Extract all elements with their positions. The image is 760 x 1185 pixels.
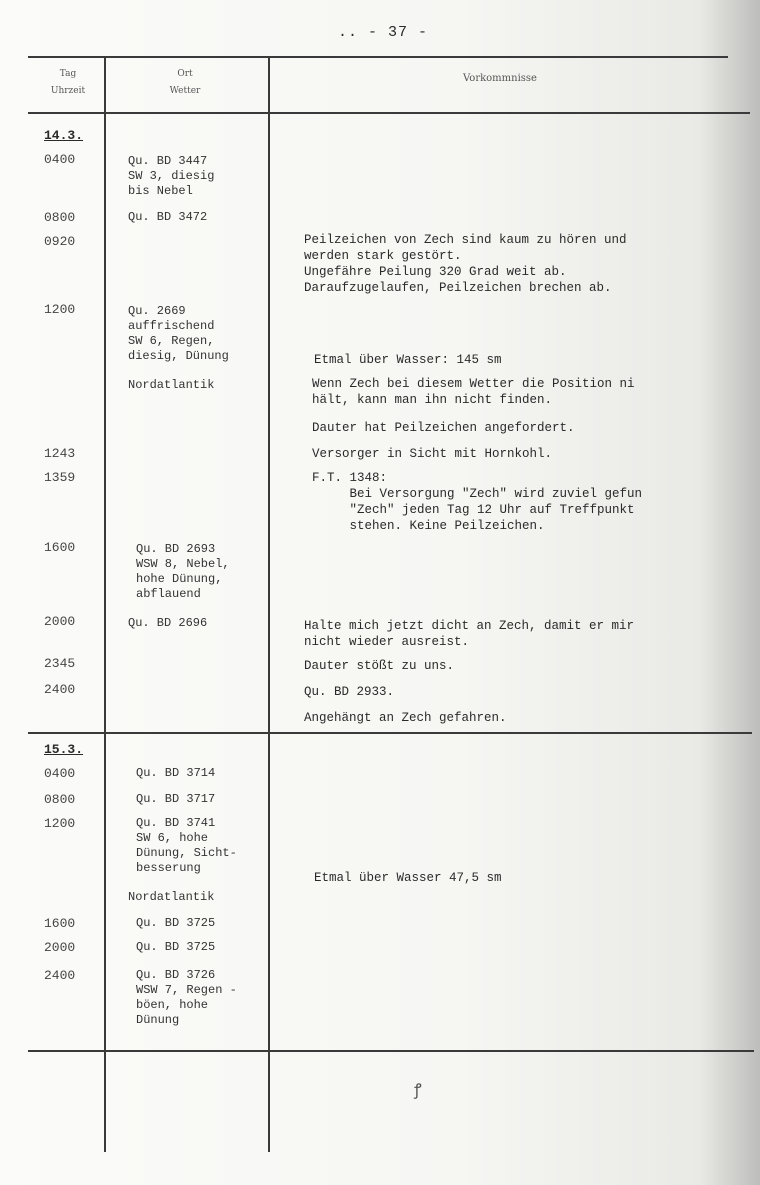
time-entry: 0920 [44,234,76,249]
time-entry: 0800 [44,210,76,225]
time-entry: 1359 [44,470,76,485]
time-entry: 0400 [44,152,76,167]
header-col-place [150,66,220,100]
page-number: .. - 37 - [338,24,429,41]
weather-entry: Qu. BD 3741 SW 6, hohe Dünung, Sicht- besserung [136,816,237,875]
date-day2: 15.3. [44,742,84,757]
weather-entry: Qu. 2669 auffrischend SW 6, Regen, diesig, Dünung [128,304,229,363]
header-col-time-line1: Tag [59,69,77,79]
weather-entry: Qu. BD 2696 [128,616,208,630]
header-col-time [38,66,98,100]
weather-entry: Nordatlantik [128,890,215,904]
weather-entry: Qu. BD 3714 [136,766,216,780]
header-bottom-rule [28,112,750,114]
time-entry: 2345 [44,656,76,671]
header-col-place-line2: Wetter [169,86,201,96]
time-entry: 1200 [44,302,76,317]
event-entry: Dauter hat Peilzeichen angefordert. [312,421,575,435]
weather-entry: Qu. BD 3726 WSW 7, Regen - böen, hohe Dünung [136,968,237,1027]
time-entry: 1600 [44,540,76,555]
weather-entry: Qu. BD 3717 [136,792,216,806]
event-entry: Dauter stößt zu uns. [304,659,455,673]
event-entry: Peilzeichen von Zech sind kaum zu hören und werden stark gestört. Ungefähre Peilung 320 Grad weit ab. Daraufzugelaufen, Peilzeichen brechen ab. [304,233,627,295]
time-entry: 0400 [44,766,76,781]
weather-entry: Qu. BD 3472 [128,210,208,224]
weather-entry: Nordatlantik [128,378,215,392]
weather-entry: Qu. BD 3725 [136,940,216,954]
time-entry: 0800 [44,792,76,807]
ink-mark: ꝭ [414,1082,422,1100]
event-entry: Etmal über Wasser 47,5 sm [314,871,502,885]
column-divider-1 [104,56,106,1152]
time-entry: 1600 [44,916,76,931]
weather-entry: Qu. BD 3725 [136,916,216,930]
time-entry: 2400 [44,682,76,697]
weather-entry: Qu. BD 3447 SW 3, diesig bis Nebel [128,154,215,198]
time-entry: 2400 [44,968,76,983]
table-top-rule [28,56,728,58]
event-entry: Etmal über Wasser: 145 sm [314,353,502,367]
time-entry: 1243 [44,446,76,461]
event-entry: Halte mich jetzt dicht an Zech, damit er mir nicht wieder ausreist. [304,619,635,649]
header-col-place-line1: Ort [177,69,193,79]
time-entry: 2000 [44,940,76,955]
event-entry: F.T. 1348: Bei Versorgung "Zech" wird zuviel gefun "Zech" jeden Tag 12 Uhr auf Treffpunkt stehen. Keine Peilzeichen. [312,471,643,533]
weather-entry: Qu. BD 2693 WSW 8, Nebel, hohe Dünung, abflauend [136,542,230,601]
table-bottom-rule [28,1050,754,1052]
date-day1: 14.3. [44,128,84,143]
time-entry: 2000 [44,614,76,629]
event-entry: Versorger in Sicht mit Hornkohl. [312,447,553,461]
header-col-time-line2: Uhrzeit [50,86,86,96]
event-entry: Wenn Zech bei diesem Wetter die Position ni hält, kann man ihn nicht finden. [312,377,635,407]
event-entry: Qu. BD 2933. [304,685,395,699]
day-separator-rule [28,732,752,734]
event-entry: Angehängt an Zech gefahren. [304,711,507,725]
time-entry: 1200 [44,816,76,831]
header-col-events: Vorkommnisse [463,73,537,84]
